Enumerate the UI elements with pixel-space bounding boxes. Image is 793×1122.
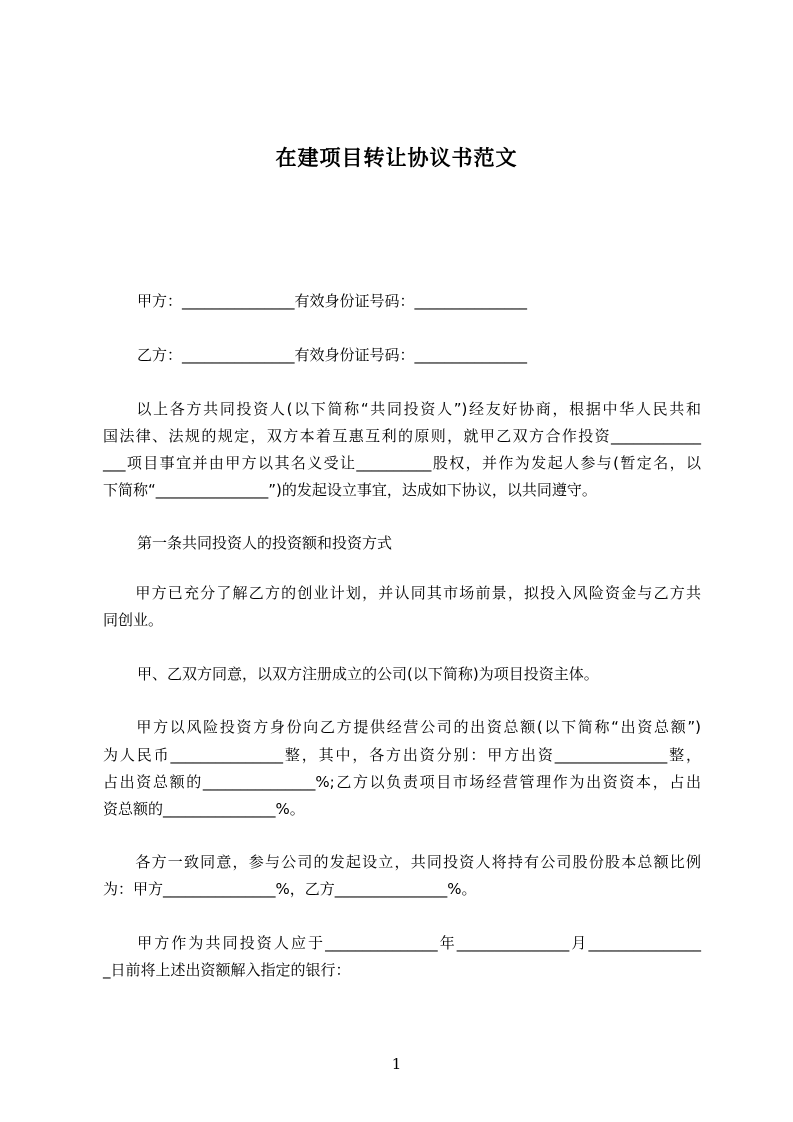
para1-line-1: 甲方已充分了解乙方的创业计划，并认同其市场前景，拟投入风险资金与乙方共	[103, 584, 701, 602]
para3-line-4: 资总额的_______________%。	[103, 800, 305, 818]
intro-line-2: 国法律、法规的规定，双方本着互惠互利的原则，就甲乙双方合作投资____________	[103, 427, 701, 445]
para4-line-2: 为：甲方_______________%，乙方_______________%。	[103, 880, 477, 898]
party-a-line: 甲方：_______________有效身份证号码：_______________	[137, 292, 528, 310]
para3-line-2: 为人民币_______________整，其中，各方出资分别：甲方出资_______________整，	[103, 746, 701, 764]
para4-line-1: 各方一致同意，参与公司的发起设立，共同投资人将持有公司股份股本总额比例	[103, 853, 701, 871]
para3-line-1: 甲方以风险投资方身份向乙方提供经营公司的出资总额(以下简称“出资总额”)	[103, 718, 701, 736]
article1-heading: 第一条共同投资人的投资额和投资方式	[137, 534, 393, 552]
para2-line: 甲、乙双方同意，以双方注册成立的公司(以下简称)为项目投资主体。	[137, 665, 599, 683]
party-b-line: 乙方：_______________有效身份证号码：_______________	[137, 346, 528, 364]
intro-line-3: ___项目事宜并由甲方以其名义受让__________股权，并作为发起人参与(暂定名，以	[103, 454, 701, 472]
page-number: 1	[391, 1055, 402, 1073]
intro-line-1: 以上各方共同投资人(以下简称“共同投资人”)经友好协商，根据中华人民共和	[103, 400, 701, 418]
para3-line-3: 占出资总额的_______________%;乙方以负责项目市场经营管理作为出资资本，占出	[103, 773, 701, 791]
para5-line-2: _日前将上述出资额解入指定的银行：	[103, 961, 351, 979]
intro-line-4: 下简称“_______________”)的发起设立事宜，达成如下协议，以共同遵守。	[103, 481, 597, 499]
para5-line-1: 甲方作为共同投资人应于_______________年_______________月_______________	[103, 934, 701, 952]
document-title: 在建项目转让协议书范文	[275, 146, 518, 170]
para1-line-2: 同创业。	[103, 611, 164, 629]
